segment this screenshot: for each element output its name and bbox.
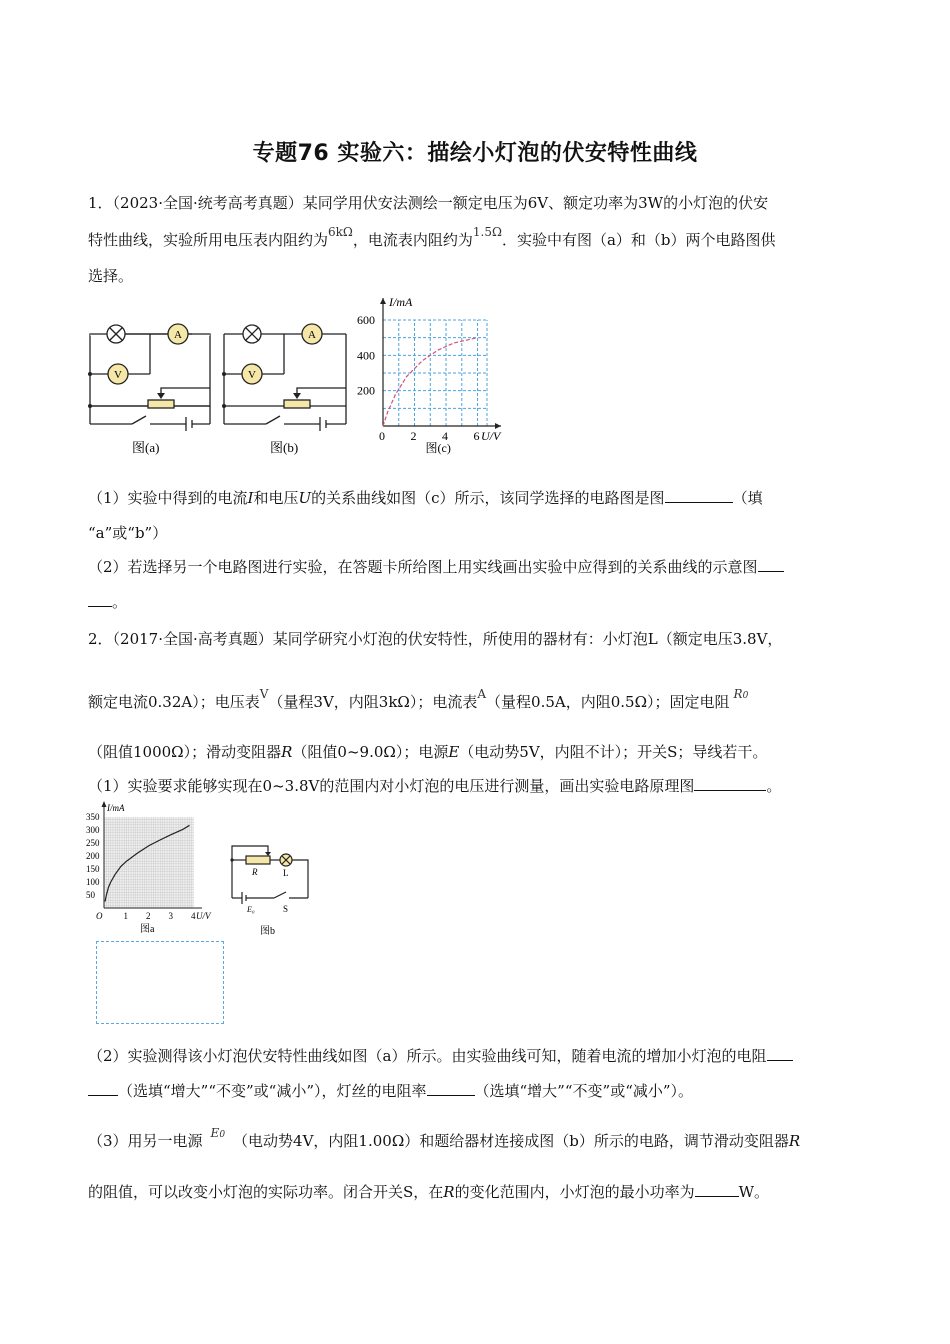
q1-sub1-blank[interactable]	[665, 488, 733, 503]
fig2b-s-label: S	[283, 904, 289, 914]
x-axis-label: U/V	[481, 429, 501, 443]
y-tick-label: 300	[86, 825, 100, 835]
q1-sub2-cont: 。	[88, 592, 127, 612]
y-tick-label: 400	[357, 348, 375, 363]
circuit-a	[90, 324, 210, 431]
page-title: 专题76 实验六：描绘小灯泡的伏安特性曲线	[252, 141, 698, 166]
y-axis-label: I/mA	[107, 803, 125, 813]
q2-sub3: （3）用另一电源 $^{E0}$ （电动势4V，内阻1.00Ω）和题给器材连接成图（b）所示的电路，调节滑动变阻器R	[88, 1126, 801, 1150]
x-tick-label: 1	[123, 911, 128, 921]
y-tick-label: 100	[86, 877, 100, 887]
q1-sub1: （1）实验中得到的电流I和电压U的关系曲线如图（c）所示，该同学选择的电路图是图 （填	[88, 489, 763, 507]
q2-figures	[84, 800, 324, 940]
x-tick-label: 4	[442, 429, 449, 443]
circuit-2b	[232, 846, 308, 904]
y-tick-label: 150	[86, 864, 100, 874]
y-tick-label: 50	[86, 890, 95, 900]
q1-figures	[80, 294, 520, 464]
fig2b-l-label: L	[283, 868, 289, 878]
voltmeter-a-label: V	[114, 369, 122, 381]
q1-sub2: （2）若选择另一个电路图进行实验，在答题卡所给图上用实线画出实验中应得到的关系曲线的示意图	[88, 557, 784, 577]
voltmeter-b-label: V	[248, 369, 256, 381]
q2-sub3-cont: 的阻值，可以改变小灯泡的实际功率。闭合开关S，在R的变化范围内，小灯泡的最小功率为 W。	[88, 1183, 770, 1201]
q2-sub2-blank1-cont[interactable]	[88, 1081, 118, 1096]
ammeter-a-label: A	[174, 329, 182, 341]
x-tick-label: 3	[168, 911, 173, 921]
q2-sub3-blank[interactable]	[695, 1182, 739, 1197]
q2-sub1: （1）实验要求能够实现在0~3.8V的范围内对小灯泡的电压进行测量，画出实验电路原理图 。	[88, 777, 782, 795]
x-tick-label: 6	[473, 429, 480, 443]
q2-sub1-blank[interactable]	[694, 776, 766, 791]
q1-sub2-blank-cont[interactable]	[88, 592, 112, 607]
x-tick-label: 2	[410, 429, 417, 443]
chart-c	[357, 295, 502, 455]
x-tick-label: 4	[191, 911, 196, 921]
ammeter-b-label: A	[308, 329, 316, 341]
q2-sub2-blank2[interactable]	[427, 1081, 475, 1096]
y-axis-label: I/mA	[389, 295, 413, 309]
fig2b-e0-label: E₀	[247, 905, 255, 914]
q1-line1: 1．（2023·全国·统考高考真题）某同学用伏安法测绘一额定电压为6V、额定功率为3W的小灯泡的伏安	[88, 194, 769, 212]
fig-c-caption: 图(c)	[425, 441, 451, 455]
y-tick-label: 350	[86, 812, 100, 822]
answer-box[interactable]	[96, 941, 224, 1024]
fig2a-caption: 图a	[140, 924, 155, 935]
fig-b-caption: 图(b)	[270, 440, 299, 455]
y-axis-arrow	[380, 298, 386, 304]
chart-a	[86, 801, 212, 935]
q2-line3: （阻值1000Ω）；滑动变阻器R（阻值0~9.0Ω）；电源E（电动势5V，内阻不计）；开关S；导线若干。	[88, 743, 768, 761]
q2-sub2-cont: （选填“增大”“不变”或“减小”），灯丝的电阻率 （选填“增大”“不变”或“减小”）。	[88, 1081, 693, 1101]
y-tick-label: 250	[86, 838, 100, 848]
q1-line2: 特性曲线，实验所用电压表内阻约为$^{6k\Omega}$，电流表内阻约为$^{1.5\Omega}$．实验中有图（a）和（b）两个电路图供	[88, 225, 776, 249]
fig2b-r-label: R	[252, 867, 258, 877]
y-tick-label: 200	[86, 851, 100, 861]
q1-sub1-cont: “a”或“b”）	[88, 524, 168, 542]
y-tick-label: 200	[357, 383, 375, 398]
fig2b-caption: 图b	[260, 926, 275, 937]
y-tick-label: 600	[357, 313, 375, 327]
x-tick-label: 2	[146, 911, 151, 921]
q2-line1: 2．（2017·全国·高考真题）某同学研究小灯泡的伏安特性，所使用的器材有：小灯泡L（额定电压3.8V，	[88, 630, 783, 648]
x-axis-label: U/V	[196, 911, 211, 921]
q2-sub2: （2）实验测得该小灯泡伏安特性曲线如图（a）所示。由实验曲线可知，随着电流的增加小灯泡的电阻	[88, 1046, 793, 1066]
circuit-b	[224, 324, 346, 431]
origin-label: O	[96, 911, 103, 921]
q1-sub2-blank[interactable]	[758, 557, 784, 572]
fig-a-caption: 图(a)	[132, 440, 160, 455]
x-tick-label: 0	[379, 429, 385, 443]
y-axis-arrow	[102, 801, 107, 807]
q2-line2: 额定电流0.32A）；电压表$^V$（量程3V，内阻3kΩ）；电流表$^A$（量程0.5A，内阻0.5Ω）；固定电阻 $^{R0}$	[88, 687, 749, 711]
q1-line3: 选择。	[88, 267, 134, 285]
q2-sub2-blank1[interactable]	[767, 1046, 793, 1061]
